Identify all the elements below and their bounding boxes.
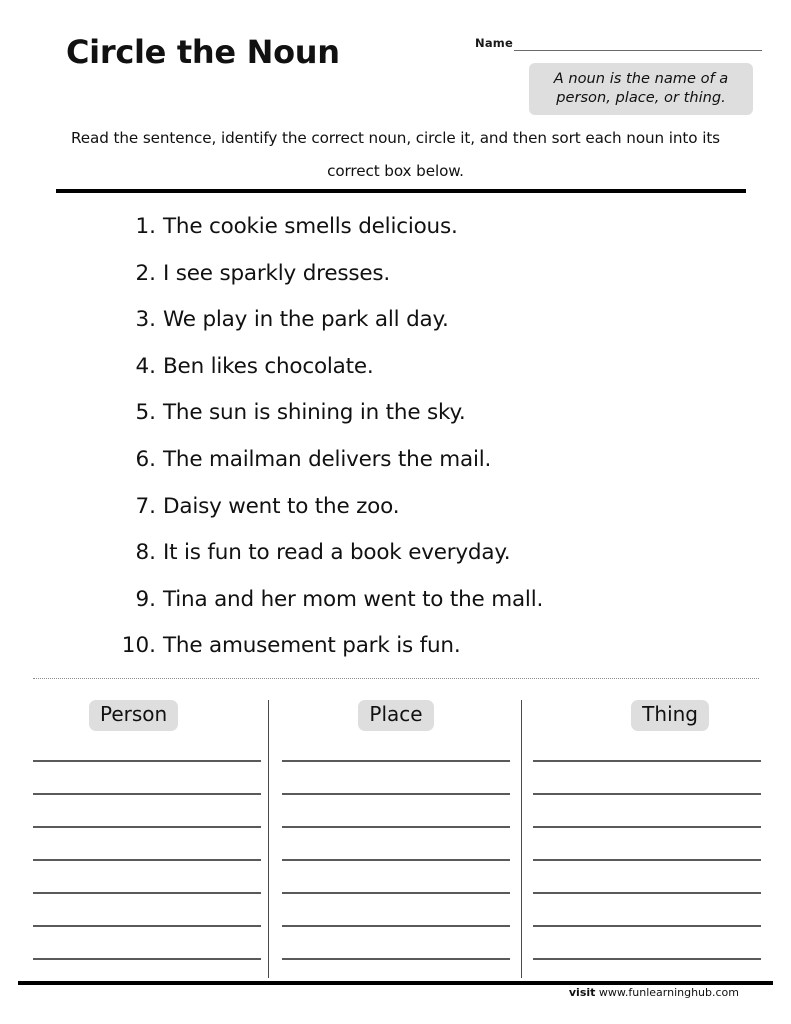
answer-line[interactable]: [282, 859, 510, 861]
column-header-thing: [533, 700, 761, 731]
name-label: Name: [475, 36, 513, 50]
sentence-number: 6.: [135, 446, 156, 472]
sentence-number: 2.: [135, 260, 156, 286]
sentence-number: 8.: [135, 540, 156, 566]
footer-visit-label: visit: [568, 986, 596, 999]
answer-line[interactable]: [33, 793, 261, 795]
column-divider: [268, 700, 269, 978]
footer-credit: [569, 986, 739, 999]
answer-line[interactable]: [33, 859, 261, 861]
sentence-text[interactable]: Tina and her mom went to the mall.: [163, 586, 544, 612]
column-header-person: [33, 700, 261, 731]
answer-line[interactable]: [533, 859, 761, 861]
column-label: Person: [89, 700, 178, 731]
column-label: Thing: [631, 700, 709, 731]
list-item[interactable]: [0, 212, 791, 259]
sentence-text[interactable]: We play in the park all day.: [163, 307, 449, 333]
answer-line[interactable]: [533, 892, 761, 894]
answer-lines-person: [33, 760, 261, 960]
sort-section-divider: [33, 678, 759, 679]
answer-line[interactable]: [533, 793, 761, 795]
list-item[interactable]: [0, 585, 791, 632]
noun-sort-section: [0, 690, 791, 982]
sentence-number: 5.: [135, 400, 156, 426]
noun-definition-box: A noun is the name of a person, place, or thing.: [529, 63, 753, 115]
sort-column-place: [282, 690, 510, 982]
column-divider: [521, 700, 522, 978]
sentence-number: 9.: [135, 586, 156, 612]
sentence-text[interactable]: The sun is shining in the sky.: [163, 400, 466, 426]
list-item[interactable]: [0, 259, 791, 306]
sort-column-person: [33, 690, 261, 982]
answer-lines-thing: [533, 760, 761, 960]
sentence-number: 10.: [121, 633, 156, 659]
answer-line[interactable]: [33, 760, 261, 762]
answer-line[interactable]: [33, 958, 261, 960]
answer-line[interactable]: [282, 760, 510, 762]
sentence-text[interactable]: The cookie smells delicious.: [163, 214, 458, 239]
list-item[interactable]: [0, 445, 791, 492]
column-label: Place: [358, 700, 433, 731]
answer-line[interactable]: [533, 826, 761, 828]
header-divider: [56, 189, 746, 193]
footer-url: www.funlearninghub.com: [598, 986, 739, 999]
footer-divider: [18, 981, 773, 985]
sentence-list: [0, 212, 791, 678]
list-item[interactable]: [0, 305, 791, 352]
sentence-text[interactable]: I see sparkly dresses.: [163, 260, 391, 286]
sentence-text[interactable]: It is fun to read a book everyday.: [163, 540, 511, 566]
answer-lines-place: [282, 760, 510, 960]
page-title: Circle the Noun: [66, 33, 340, 71]
list-item[interactable]: [0, 352, 791, 399]
answer-line[interactable]: [282, 793, 510, 795]
answer-line[interactable]: [533, 925, 761, 927]
sentence-text[interactable]: Ben likes chocolate.: [163, 353, 374, 379]
sentence-text[interactable]: The amusement park is fun.: [163, 633, 461, 659]
answer-line[interactable]: [33, 892, 261, 894]
sentence-number: 4.: [135, 353, 156, 379]
answer-line[interactable]: [33, 826, 261, 828]
instructions-text: Read the sentence, identify the correct noun, circle it, and then sort each noun into its correct box below.: [71, 129, 720, 180]
sentence-number: 3.: [135, 307, 156, 333]
column-header-place: [282, 700, 510, 731]
answer-line[interactable]: [282, 958, 510, 960]
answer-line[interactable]: [33, 925, 261, 927]
sentence-number: 7.: [135, 493, 156, 519]
list-item[interactable]: [0, 398, 791, 445]
list-item[interactable]: [0, 538, 791, 585]
sort-column-thing: [533, 690, 761, 982]
answer-line[interactable]: [282, 826, 510, 828]
answer-line[interactable]: [282, 892, 510, 894]
sentence-number: 1.: [135, 214, 156, 239]
sentence-text[interactable]: Daisy went to the zoo.: [163, 493, 400, 519]
answer-line[interactable]: [282, 925, 510, 927]
list-item[interactable]: [0, 631, 791, 678]
sentence-text[interactable]: The mailman delivers the mail.: [163, 446, 492, 472]
answer-line[interactable]: [533, 958, 761, 960]
answer-line[interactable]: [533, 760, 761, 762]
name-input-line[interactable]: [514, 50, 762, 51]
list-item[interactable]: [0, 492, 791, 539]
